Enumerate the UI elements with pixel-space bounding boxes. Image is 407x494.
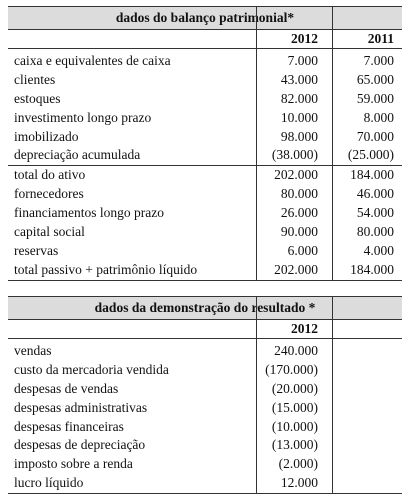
table-row	[8, 242, 402, 261]
row-value-v2011: (25.000)	[347, 147, 394, 163]
balance-sheet-body	[8, 49, 402, 280]
table-row	[8, 361, 402, 380]
balance-sheet-bottom-rule	[8, 280, 402, 281]
row-label: clientes	[14, 71, 56, 87]
row-label: investimento longo prazo	[14, 109, 152, 125]
table-row	[8, 342, 402, 361]
balance-sheet-title: dados do balanço patrimonial*	[8, 6, 402, 30]
income-statement-body	[8, 339, 402, 493]
table-row	[8, 109, 402, 128]
row-label: total passivo + patrimônio líquido	[14, 261, 198, 277]
row-value-v2012: 26.000	[280, 205, 318, 221]
row-label: vendas	[14, 343, 52, 358]
row-value-v2011: 46.000	[356, 186, 394, 202]
income-statement-table	[8, 296, 402, 494]
row-value-v2011: 80.000	[356, 224, 394, 240]
row-value-v2012: 10.000	[280, 109, 318, 125]
row-value-v2012: 12.000	[280, 475, 318, 491]
row-value-v2012: 80.000	[280, 186, 318, 202]
row-value-v2011: 54.000	[356, 205, 394, 221]
row-label: custo da mercadoria vendida	[14, 361, 169, 377]
row-label: despesas financeiras	[14, 418, 124, 434]
row-value-v2012: (20.000)	[271, 380, 318, 396]
row-value-v2012: 202.000	[274, 261, 318, 277]
column-divider	[332, 6, 333, 281]
row-value-v2012: 98.000	[280, 128, 318, 144]
row-value-v2012: (2.000)	[278, 456, 318, 472]
table-row	[8, 261, 402, 280]
row-value-v2011: 184.000	[350, 167, 394, 183]
row-value-v2012: (170.000)	[265, 361, 318, 377]
column-divider	[256, 6, 257, 281]
column-divider	[256, 296, 257, 494]
row-value-v2012: 6.000	[287, 242, 318, 258]
row-value-v2012: 82.000	[280, 90, 318, 106]
table-row	[8, 223, 402, 242]
row-value-v2012: 43.000	[280, 71, 318, 87]
row-label: imobilizado	[14, 128, 79, 144]
balance-sheet-table	[8, 6, 402, 281]
row-value-v2012: 202.000	[274, 167, 318, 183]
row-label: caixa e equivalentes de caixa	[14, 53, 171, 68]
table-row	[8, 71, 402, 90]
year-2012-header: 2012	[291, 321, 318, 336]
column-divider	[332, 296, 333, 494]
row-value-v2012: 240.000	[274, 343, 318, 358]
table-row	[8, 165, 402, 185]
row-value-v2012: (13.000)	[271, 437, 318, 453]
table-row	[8, 128, 402, 147]
income-statement-header-row	[8, 320, 402, 339]
row-label: despesas de depreciação	[14, 437, 146, 453]
year-2011-header: 2011	[367, 31, 394, 46]
row-value-v2011: 184.000	[350, 261, 394, 277]
row-value-v2011: 4.000	[363, 242, 394, 258]
year-2012-header: 2012	[291, 31, 318, 46]
row-label: lucro líquido	[14, 475, 84, 491]
row-value-v2012: (15.000)	[271, 399, 318, 415]
table-row	[8, 90, 402, 109]
table-row	[8, 380, 402, 399]
table-row	[8, 185, 402, 204]
row-label: depreciação acumulada	[14, 147, 141, 163]
table-row	[8, 52, 402, 71]
table-row	[8, 204, 402, 223]
table-row	[8, 146, 402, 165]
table-row	[8, 436, 402, 455]
table-row	[8, 399, 402, 418]
table-row	[8, 418, 402, 437]
row-label: imposto sobre a renda	[14, 456, 133, 472]
row-label: fornecedores	[14, 186, 84, 202]
row-value-v2012: (38.000)	[271, 147, 318, 163]
row-label: financiamentos longo prazo	[14, 205, 164, 221]
row-value-v2012: (10.000)	[271, 418, 318, 434]
row-value-v2011: 8.000	[363, 109, 394, 125]
row-value-v2011: 65.000	[356, 71, 394, 87]
row-value-v2011: 59.000	[356, 90, 394, 106]
row-label: despesas de vendas	[14, 380, 119, 396]
table-row	[8, 474, 402, 493]
table-row	[8, 455, 402, 474]
row-value-v2012: 7.000	[287, 53, 318, 68]
row-label: capital social	[14, 224, 85, 240]
row-value-v2011: 70.000	[356, 128, 394, 144]
row-label: reservas	[14, 242, 59, 258]
balance-sheet-header-row	[8, 30, 402, 49]
row-label: total do ativo	[14, 167, 86, 183]
row-label: despesas administrativas	[14, 399, 148, 415]
income-statement-title: dados da demonstração do resultado *	[8, 296, 402, 320]
row-label: estoques	[14, 90, 61, 106]
row-value-v2012: 90.000	[280, 224, 318, 240]
row-value-v2011: 7.000	[363, 53, 394, 68]
